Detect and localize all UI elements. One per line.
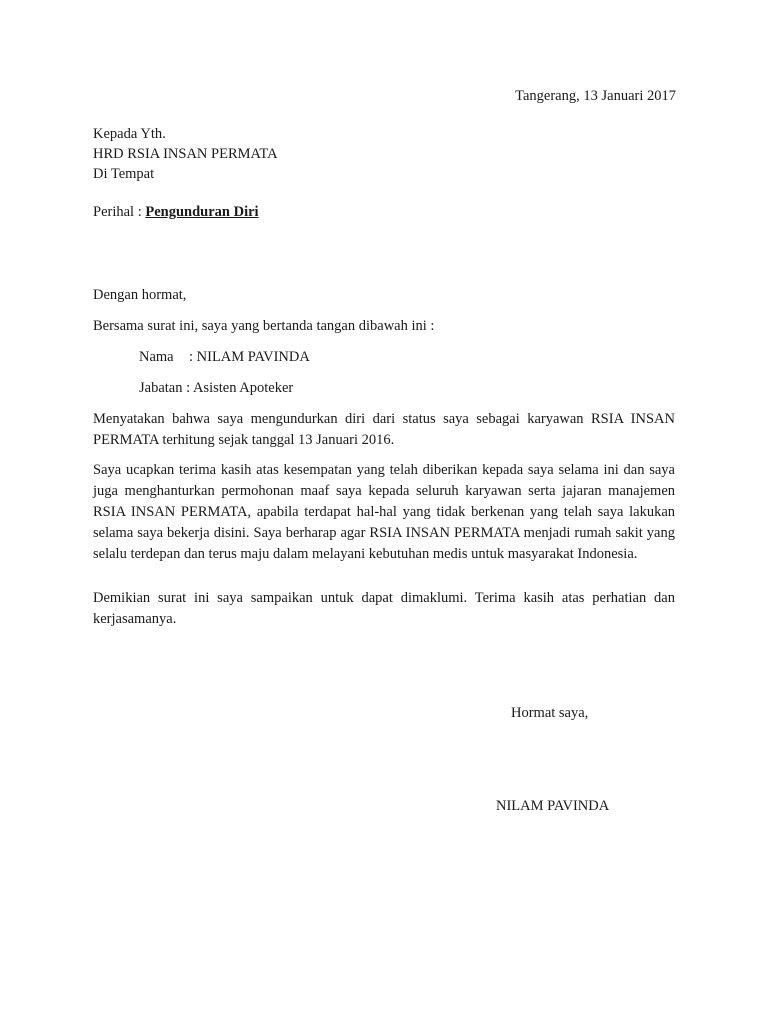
job-label: Jabatan — [139, 380, 183, 396]
recipient-salutation: Kepada Yth. — [93, 126, 166, 142]
place-date: Tangerang, 13 Januari 2017 — [515, 88, 676, 104]
paragraph-thanks: Saya ucapkan terima kasih atas kesempatan yang telah diberikan kepada saya selama ini dan saya juga menghanturkan permohonan maaf saya kepada seluruh karyawan serta jajaran manajemen RSIA INSAN PERMATA, apabila terdapat hal-hal yang tidak berkenan yang telah saya lakukan selama saya bekerja disini. Saya berharap agar RSIA INSAN PERMATA menjadi rumah sakit yang selalu terdepan dan terus maju dalam melayani kebutuhan medis untuk masyarakat Indonesia. — [93, 462, 675, 562]
paragraph-closing: Demikian surat ini saya sampaikan untuk dapat dimaklumi. Terima kasih atas perhatian dan kerjasamanya. — [93, 590, 675, 627]
paragraph-statement: Menyatakan bahwa saya mengundurkan diri dari status saya sebagai karyawan RSIA INSAN PERMATA terhitung sejak tanggal 13 Januari 2016. — [93, 411, 675, 448]
subject-label: Perihal : — [93, 204, 146, 220]
recipient-name: HRD RSIA INSAN PERMATA — [93, 146, 278, 162]
recipient-location: Di Tempat — [93, 166, 155, 182]
name-label: Nama — [139, 349, 174, 365]
signer-name: NILAM PAVINDA — [496, 798, 610, 814]
name-value: : NILAM PAVINDA — [189, 349, 310, 365]
job-field — [139, 378, 293, 398]
intro-text: Bersama surat ini, saya yang bertanda tangan dibawah ini : — [93, 318, 435, 334]
job-value: : Asisten Apoteker — [182, 380, 294, 396]
closing-salutation: Hormat saya, — [511, 705, 589, 721]
name-field — [139, 347, 310, 367]
subject-value: Pengunduran Diri — [145, 204, 259, 220]
greeting: Dengan hormat, — [93, 287, 187, 303]
subject-line — [93, 202, 259, 222]
